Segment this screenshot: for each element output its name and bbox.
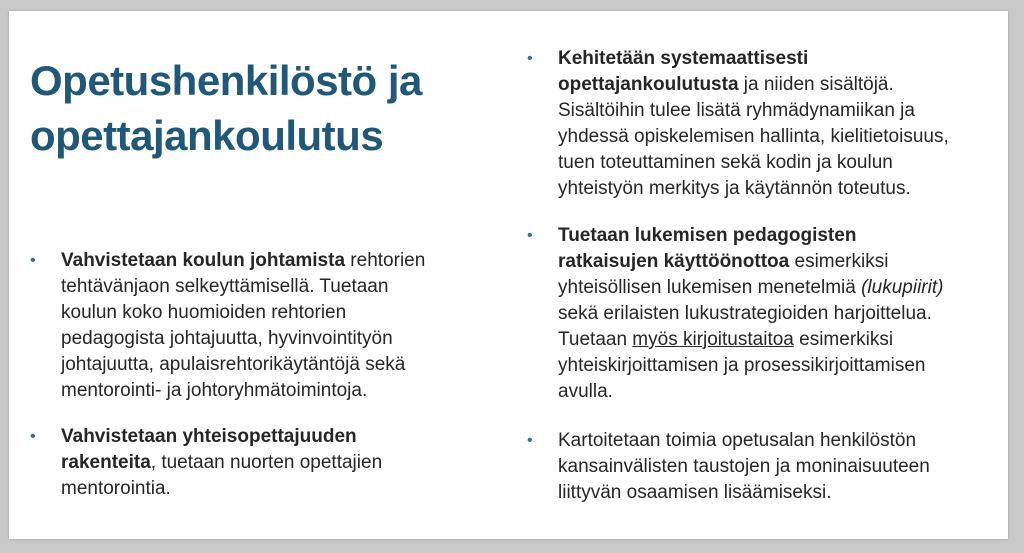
bullet-text-line (558, 454, 987, 480)
bullet-text-line (558, 176, 987, 202)
right-bullet-list (527, 46, 987, 506)
bullet-item (527, 428, 987, 506)
text-run: Kartoitetaan toimia opetusalan henkilöstön (558, 430, 917, 451)
text-run: , tuetaan nuorten opettajien (150, 452, 383, 473)
bullet-text-line (558, 301, 987, 327)
bold-text: Vahvistetaan yhteisopettajuuden (61, 426, 357, 447)
bullet-text-line (558, 379, 987, 405)
bullet-text-line (61, 300, 470, 326)
bullet-text-line (558, 480, 987, 506)
bullet-text-line (558, 72, 987, 98)
text-run: rehtorien (345, 250, 426, 271)
bullet-text-line (61, 248, 470, 274)
bullet-item (30, 424, 470, 502)
bullet-text-line (61, 424, 470, 450)
bullet-text-line (558, 223, 987, 249)
bullet-text-line (61, 352, 470, 378)
slide-title-line: Opetushenkilöstö ja (30, 57, 422, 104)
text-run: johtajuutta, apulaisrehtorikäytäntöjä sekä (61, 354, 406, 375)
bullet-text-line (558, 249, 987, 275)
bullet-text-line (61, 450, 470, 476)
text-run: ja niiden sisältöjä. (738, 74, 894, 95)
text-run: sekä erilaisten lukustrategioiden harjoittelua. (558, 303, 932, 324)
text-run: yhdessä opiskelemisen hallinta, kielitietoisuus, (558, 126, 949, 147)
bullet-text-line (61, 326, 470, 352)
slide-title (30, 53, 422, 163)
text-run: mentorointia. (61, 478, 171, 499)
text-run: Tuetaan (558, 329, 633, 350)
text-run: avulla. (558, 381, 613, 402)
bold-text: opettajankoulutusta (558, 74, 739, 95)
bullet-icon: • (527, 227, 533, 244)
bullet-icon: • (527, 432, 533, 449)
bullet-text-line (558, 46, 987, 72)
bullet-text-line (558, 428, 987, 454)
text-run: koulun koko huomioiden rehtorien (61, 302, 347, 323)
text-run: yhteisöllisen lukemisen menetelmiä (558, 277, 862, 298)
underlined-text: myös kirjoitustaitoa (632, 329, 794, 350)
bullet-icon: • (30, 252, 36, 269)
text-run: yhteiskirjoittamisen ja prosessikirjoittamisen (558, 355, 926, 376)
text-run: liittyvän osaamisen lisäämiseksi. (558, 482, 832, 503)
bullet-text-line (558, 353, 987, 379)
bullet-text-line (558, 327, 987, 353)
text-run: kansainvälisten taustojen ja moninaisuuteen (558, 456, 930, 477)
left-bullet-list (30, 248, 470, 502)
bullet-icon: • (527, 50, 533, 67)
text-run: mentorointi- ja johtoryhmätoimintoja. (61, 380, 368, 401)
bullet-text-line (61, 476, 470, 502)
slide-title-line: opettajankoulutus (30, 112, 384, 159)
text-run: Sisältöihin tulee lisätä ryhmädynamiikan ja (558, 100, 915, 121)
bold-text: Kehitetään systemaattisesti (558, 48, 809, 69)
bold-text: ratkaisujen käyttöönottoa (558, 251, 790, 272)
bold-text: Tuetaan lukemisen pedagogisten (558, 225, 857, 246)
text-run: tehtävänjaon selkeyttämisellä. Tuetaan (61, 276, 389, 297)
bullet-item (30, 248, 470, 404)
text-run: yhteistyön merkitys ja käytännön toteutus. (558, 178, 911, 199)
bullet-item (527, 46, 987, 202)
bullet-text-line (61, 378, 470, 404)
bullet-icon: • (30, 428, 36, 445)
italic-text: (lukupiirit) (861, 277, 944, 298)
bullet-text-line (558, 98, 987, 124)
bullet-text-line (558, 124, 987, 150)
bold-text: rakenteita (61, 452, 151, 473)
text-run: pedagogista johtajuutta, hyvinvointityön (61, 328, 393, 349)
bullet-text-line (558, 275, 987, 301)
bullet-text-line (61, 274, 470, 300)
text-run: esimerkiksi (793, 329, 894, 350)
bullet-text-line (558, 150, 987, 176)
bullet-item (527, 223, 987, 405)
slide (9, 11, 1008, 539)
bold-text: Vahvistetaan koulun johtamista (61, 250, 346, 271)
text-run: esimerkiksi (789, 251, 889, 272)
text-run: tuen toteuttaminen sekä kodin ja koulun (558, 152, 893, 173)
